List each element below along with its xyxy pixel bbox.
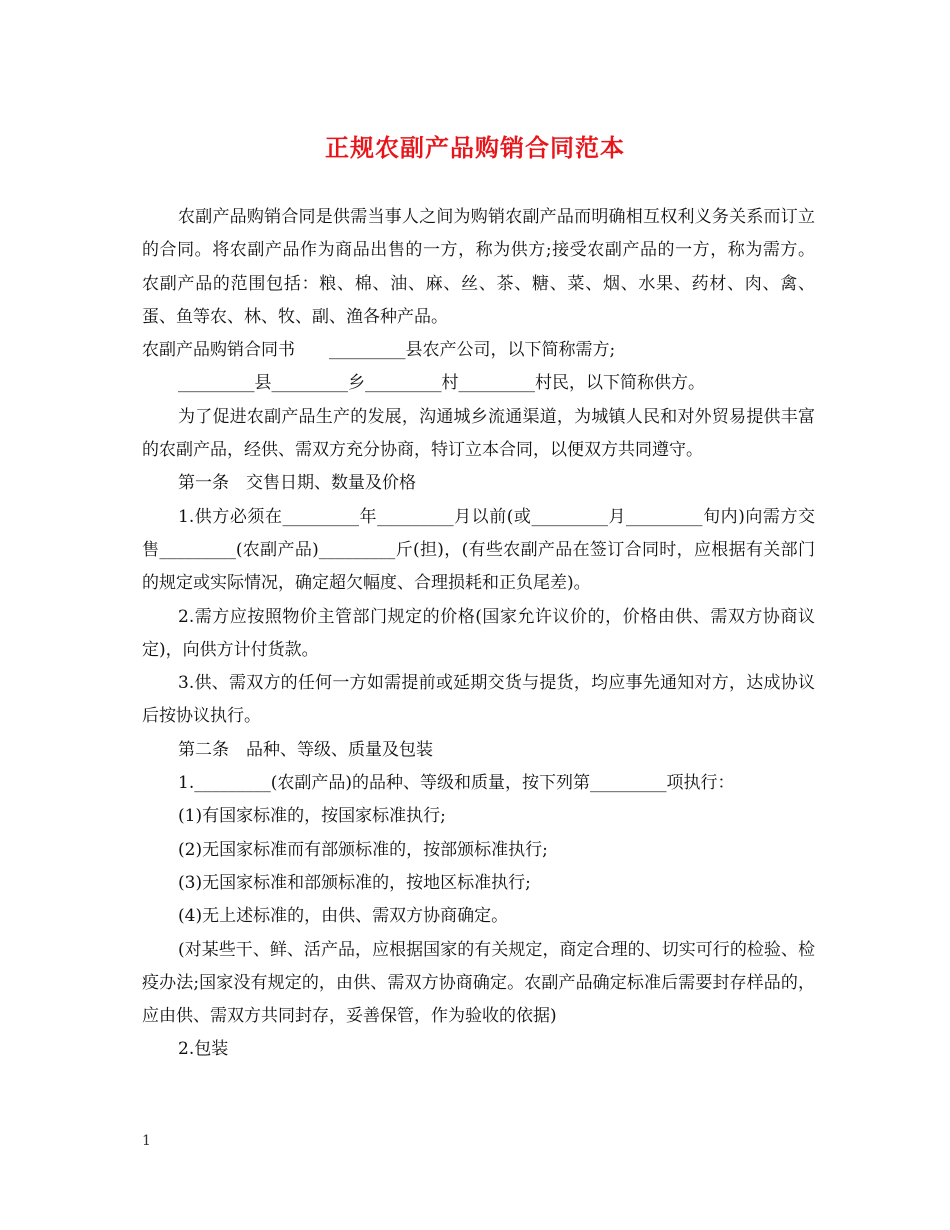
article-2-item-1: (1)有国家标准的，按国家标准执行; xyxy=(178,806,446,827)
article-2-heading: 第二条 品种、等级、质量及包装 xyxy=(178,739,433,760)
document-body xyxy=(142,201,815,1067)
paragraph-intro: 农副产品购销合同是供需当事人之间为购销农副产品而明确相互权利义务关系而订立的合同。将农副产品作为商品出售的一方，称为供方;接受农副产品的一方，称为需方。 农副产品的范围包括：粮、棉、油、麻、丝、茶、糖、菜、烟、水果、药材、肉、禽、蛋、鱼等农、林、牧、副、渔各种产品。 xyxy=(142,207,815,327)
article-2-item-3: (3)无国家标准和部颁标准的，按地区标准执行; xyxy=(178,872,531,893)
article-2-clause-2: 2.包装 xyxy=(178,1039,229,1060)
article-2-item-2: (2)无国家标准而有部颁标准的，按部颁标准执行; xyxy=(178,839,548,860)
page-number: 1 xyxy=(142,1133,151,1149)
document-title: 正规农副产品购销合同范本 xyxy=(325,133,625,162)
article-1-clause-3: 3.供、需双方的任何一方如需提前或延期交货与提货，均应事先通知对方，达成协议后按协议执行。 xyxy=(142,673,815,727)
article-2-clause-1: 1._________(农副产品)的品种、等级和质量，按下列第_________项执行： xyxy=(178,773,735,794)
article-1-clause-1: 1.供方必须在_________年_________月以前(或_________月_________旬内)向需方交售_________(农副产品)_________斤(担)，(有些农副产品在签订合同时，应根据有关部门的规定或实际情况，确定超欠幅度、合理损耗和正负尾差)。 xyxy=(142,506,815,594)
paragraph-supplier: _________县_________乡_________村_________村民，以下简称供方。 xyxy=(178,373,705,394)
article-2-item-4: (4)无上述标准的，由供、需双方协商确定。 xyxy=(178,906,509,927)
article-1-heading: 第一条 交售日期、数量及价格 xyxy=(178,473,416,494)
paragraph-contract-heading: 农副产品购销合同书 _________县农产公司，以下简称需方; xyxy=(142,340,616,361)
article-2-note: (对某些干、鲜、活产品，应根据国家的有关规定，商定合理的、切实可行的检验、检疫办法;国家没有规定的，由供、需双方协商确定。农副产品确定标准后需要封存样品的，应由供、需双方共同封存，妥善保管，作为验收的依据) xyxy=(142,939,815,1027)
paragraph-purpose: 为了促进农副产品生产的发展，沟通城乡流通渠道，为城镇人民和对外贸易提供丰富的农副产品，经供、需双方充分协商，特订立本合同，以便双方共同遵守。 xyxy=(142,406,815,461)
article-1-clause-2: 2.需方应按照物价主管部门规定的价格(国家允许议价的，价格由供、需双方协商议定)，向供方计付货款。 xyxy=(142,606,815,660)
